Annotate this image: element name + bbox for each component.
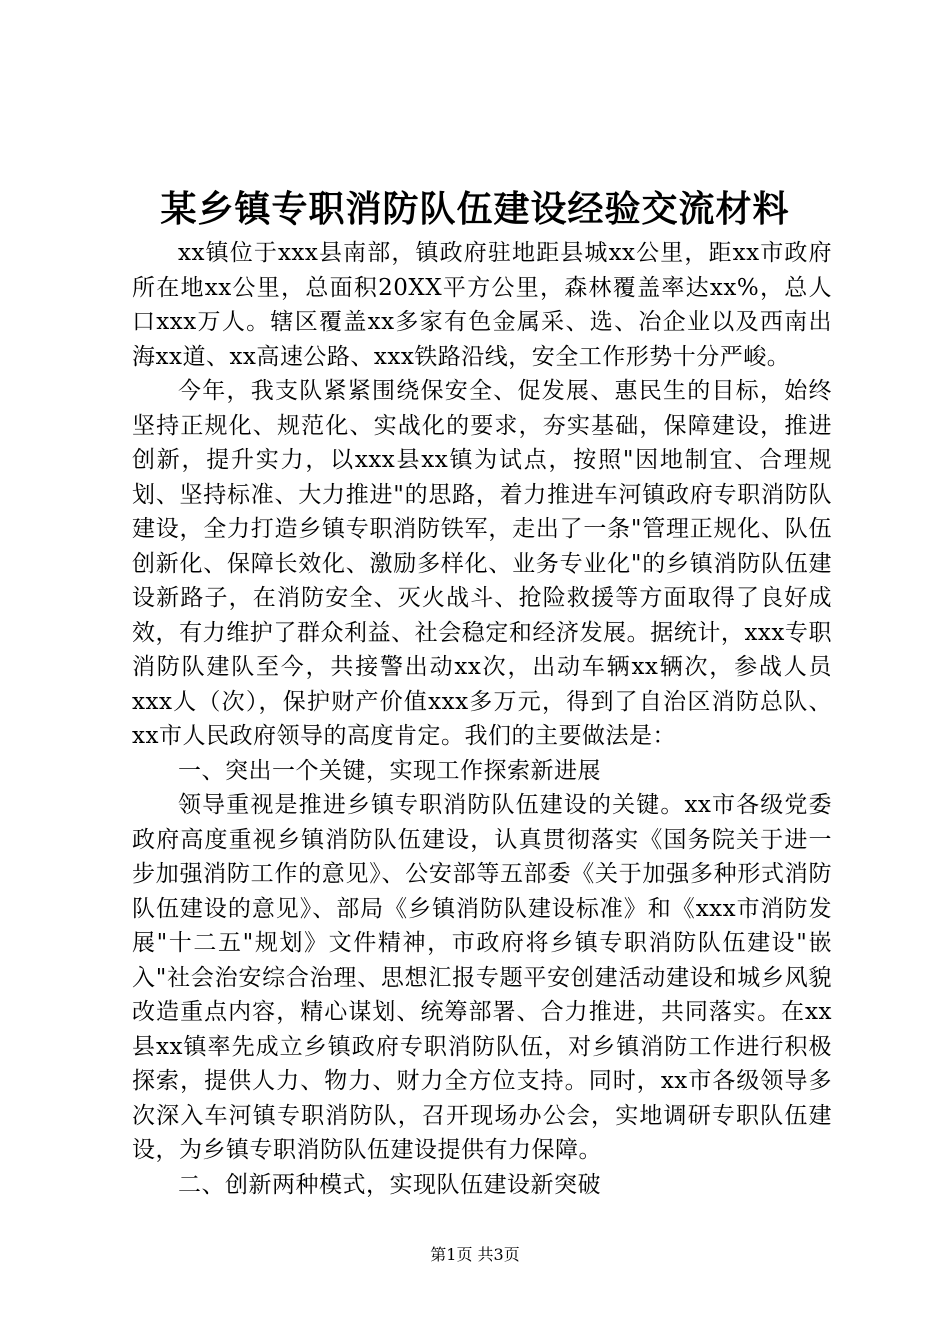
page-footer: 第1页 共3页 <box>430 1245 520 1264</box>
document-title: 某乡镇专职消防队伍建设经验交流材料 <box>160 188 790 230</box>
document-body <box>132 236 832 1202</box>
section-heading-2: 二、创新两种模式，实现队伍建设新突破 <box>178 1171 601 1198</box>
paragraph-intro: xx镇位于xxx县南部，镇政府驻地距县城xx公里，距xx市政府所在地xx公里，总面积20XX平方公里，森林覆盖率达xx%，总人口xxx万人。辖区覆盖xx多家有色金属采、选、冶企业以及西南出海xx道、xx高速公路、xxx铁路沿线，安全工作形势十分严峻。 <box>132 240 832 370</box>
section-heading-1: 一、突出一个关键，实现工作探索新进展 <box>178 757 601 784</box>
paragraph-summary: 今年，我支队紧紧围绕保安全、促发展、惠民生的目标，始终坚持正规化、规范化、实战化的要求，夯实基础，保障建设，推进创新，提升实力，以xxx县xx镇为试点，按照"因地制宜、合理规划、坚持标准、大力推进"的思路，着力推进车河镇政府专职消防队建设，全力打造乡镇专职消防铁军，走出了一条"管理正规化、队伍创新化、保障长效化、激励多样化、业务专业化"的乡镇消防队伍建设新路子，在消防安全、灭火战斗、抢险救援等方面取得了良好成效，有力维护了群众利益、社会稳定和经济发展。据统计，xxx专职消防队建队至今，共接警出动xx次，出动车辆xx辆次，参战人员xxx人（次），保护财产价值xxx多万元，得到了自治区消防总队、xx市人民政府领导的高度肯定。我们的主要做法是： <box>132 378 832 749</box>
paragraph-section-1: 领导重视是推进乡镇专职消防队伍建设的关键。xx市各级党委政府高度重视乡镇消防队伍建设，认真贯彻落实《国务院关于进一步加强消防工作的意见》、公安部等五部委《关于加强多种形式消防队伍建设的意见》、部局《乡镇消防队建设标准》和《xxx市消防发展"十二五"规划》文件精神，市政府将乡镇专职消防队伍建设"嵌入"社会治安综合治理、思想汇报专题平安创建活动建设和城乡风貌改造重点内容，精心谋划、统筹部署、合力推进，共同落实。在xx县xx镇率先成立乡镇政府专职消防队伍，对乡镇消防工作进行积极探索，提供人力、物力、财力全方位支持。同时，xx市各级领导多次深入车河镇专职消防队，召开现场办公会，实地调研专职队伍建设，为乡镇专职消防队伍建设提供有力保障。 <box>132 792 832 1163</box>
